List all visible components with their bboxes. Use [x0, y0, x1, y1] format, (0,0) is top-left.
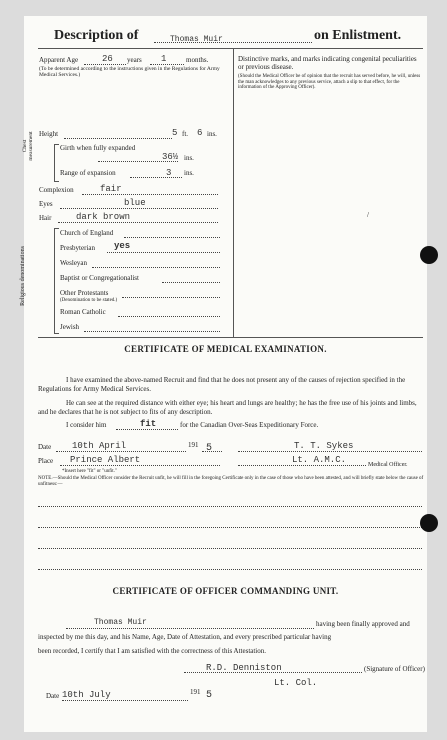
column-divider [233, 48, 234, 337]
age-years-value: 26 [102, 54, 113, 64]
complexion-label: Complexion [39, 186, 74, 194]
medical-unfit-note: NOTE.—Should the Medical Officer consider the Recruit unfit, he will fill in the foregoing Certificate only in the case of those who have been attested, and will briefly state below the cause of unfitness:— [38, 476, 424, 487]
religion-item-label: Other Protestants [60, 289, 109, 297]
unfitness-line-3 [38, 548, 422, 549]
religion-item-label: Baptist or Congregationalist [60, 274, 139, 282]
medical-year-digit: 5 [206, 443, 213, 454]
medical-officer-rank: Lt. A.M.C. [292, 455, 347, 465]
height-feet-value: 5 [172, 128, 178, 138]
commanding-line-1-suffix: having been finally approved and [316, 620, 410, 628]
unfitness-line-1 [38, 506, 422, 507]
header-recruit-name: Thomas Muir [170, 35, 223, 44]
age-months-label: months. [186, 56, 209, 64]
religion-line [84, 331, 220, 332]
medical-para-2: He can see at the required distance with either eye; his heart and lungs are healthy; he has the free use of his joints and limbs, and he declares that he is not subject to fits of any description. [38, 399, 417, 416]
religion-item-label: Presbyterian [60, 244, 95, 252]
religion-presbyterian-mark: yes [114, 241, 131, 251]
officer-signature: R.D. Denniston [206, 663, 282, 673]
distinctive-marks-heading: Distinctive marks, and marks indicating congenital peculiarities or previous disease. [238, 55, 417, 71]
eyes-value: blue [124, 198, 146, 208]
medical-certificate-heading: CERTIFICATE OF MEDICAL EXAMINATION. [124, 344, 327, 354]
religion-line [92, 267, 220, 268]
chest-girth-ins-label: ins. [184, 154, 194, 162]
commanding-line-3: been recorded, I certify that I am satisfied with the correctness of this Attestation. [38, 647, 267, 655]
medical-place-label: Place [38, 457, 54, 465]
chest-side-label: Chest measurement [22, 131, 34, 161]
signature-label: (Signature of Officer) [364, 665, 425, 673]
consider-suffix: for the Canadian Over-Seas Expeditionary Force. [180, 421, 319, 429]
age-months-value: 1 [161, 54, 167, 64]
height-ins-label: ins. [207, 130, 217, 138]
medical-date-value: 10th April [72, 441, 127, 451]
commanding-date-label: Date [46, 692, 60, 700]
apparent-age-note: (To be determined according to the instructions given in the Regulations for Army Medical Services.) [39, 66, 220, 78]
medical-date-line [56, 451, 186, 452]
unfitness-line-4 [38, 569, 422, 570]
height-line [64, 138, 172, 139]
chest-range-ins-label: ins. [184, 169, 194, 177]
header-title-right: on Enlistment. [314, 28, 402, 43]
chest-range-value: 3 [166, 168, 172, 178]
religion-line [118, 316, 220, 317]
unfitness-line-2 [38, 527, 422, 528]
consider-prefix: I consider him [66, 421, 107, 429]
consider-value: fit [140, 419, 157, 429]
commanding-year-prefix: 191 [190, 688, 201, 696]
distinctive-marks-note: (Should the Medical Officer be of opinion that the recruit has served before, he will, unless the man acknowledges to any previous service, attach a slip to that effect, for the information of the Approving Officer). [238, 74, 421, 91]
religion-item-label: Jewish [60, 323, 80, 331]
enlistment-form-page [20, 16, 427, 732]
chest-girth-value: 36½ [162, 152, 179, 162]
consider-line [116, 429, 178, 430]
commanding-date-line [62, 700, 188, 701]
religion-other-note: (Denomination to be stated.) [60, 298, 118, 303]
header-rule [38, 48, 423, 49]
religion-line [162, 282, 220, 283]
header-title-left: Description of [54, 28, 139, 43]
commanding-recruit-name: Thomas Muir [94, 618, 147, 627]
medical-officer-name: T. T. Sykes [294, 441, 354, 451]
religion-item-label: Roman Catholic [60, 308, 106, 316]
medical-para-1: I have examined the above-named Recruit and find that he does not present any of the causes of rejection specified in the Regulations for Army Medical Services. [38, 376, 406, 393]
complexion-line [82, 194, 218, 195]
hair-label: Hair [39, 214, 52, 222]
medical-place-line [60, 465, 220, 466]
chest-range-line [130, 177, 182, 178]
religion-side-label: Religious denominations [20, 246, 26, 306]
commanding-year-digit: 5 [206, 690, 213, 701]
chest-bracket [54, 144, 59, 182]
commanding-name-line [66, 628, 314, 629]
medical-officer-title: Medical Officer. [368, 462, 408, 468]
section-rule [38, 337, 423, 338]
apparent-age-label: Apparent Age [39, 56, 79, 64]
medical-place-value: Prince Albert [70, 455, 141, 465]
religion-line [122, 297, 220, 298]
complexion-value: fair [100, 184, 122, 194]
chest-range-label: Range of expansion [60, 169, 116, 177]
medical-year-prefix: 191 [188, 441, 199, 449]
religion-bracket [54, 228, 59, 334]
hair-value: dark brown [76, 212, 131, 222]
commanding-certificate-heading: CERTIFICATE OF OFFICER COMMANDING UNIT. [112, 586, 339, 596]
age-years-label: years [127, 56, 142, 64]
eyes-label: Eyes [39, 200, 53, 208]
binder-hole-bottom [420, 514, 438, 532]
insert-note: *Insert here "fit" or "unfit." [62, 469, 117, 474]
religion-item-label: Wesleyan [60, 259, 88, 267]
hair-line [58, 222, 218, 223]
eyes-line [60, 208, 218, 209]
age-months-line [150, 64, 184, 65]
officer-rank: Lt. Col. [274, 678, 318, 688]
binder-hole-top [420, 246, 438, 264]
age-years-line [84, 64, 126, 65]
officer-rank-line [238, 465, 366, 466]
commanding-line-2: inspected by me this day, and his Name, Age, Date of Attestation, and every prescribed particular having [38, 633, 332, 641]
distinctive-mark-dot: / [367, 211, 369, 219]
height-label: Height [39, 130, 59, 138]
medical-date-label: Date [38, 443, 52, 451]
commanding-date-value: 10th July [62, 690, 111, 700]
height-ft-label: ft. [182, 130, 189, 138]
chest-girth-label: Girth when fully expanded [60, 144, 136, 152]
height-inches-value: 6 [197, 128, 203, 138]
religion-line [107, 252, 220, 253]
officer-name-line [238, 451, 422, 452]
religion-line [124, 237, 220, 238]
religion-item-label: Church of England [60, 229, 114, 237]
